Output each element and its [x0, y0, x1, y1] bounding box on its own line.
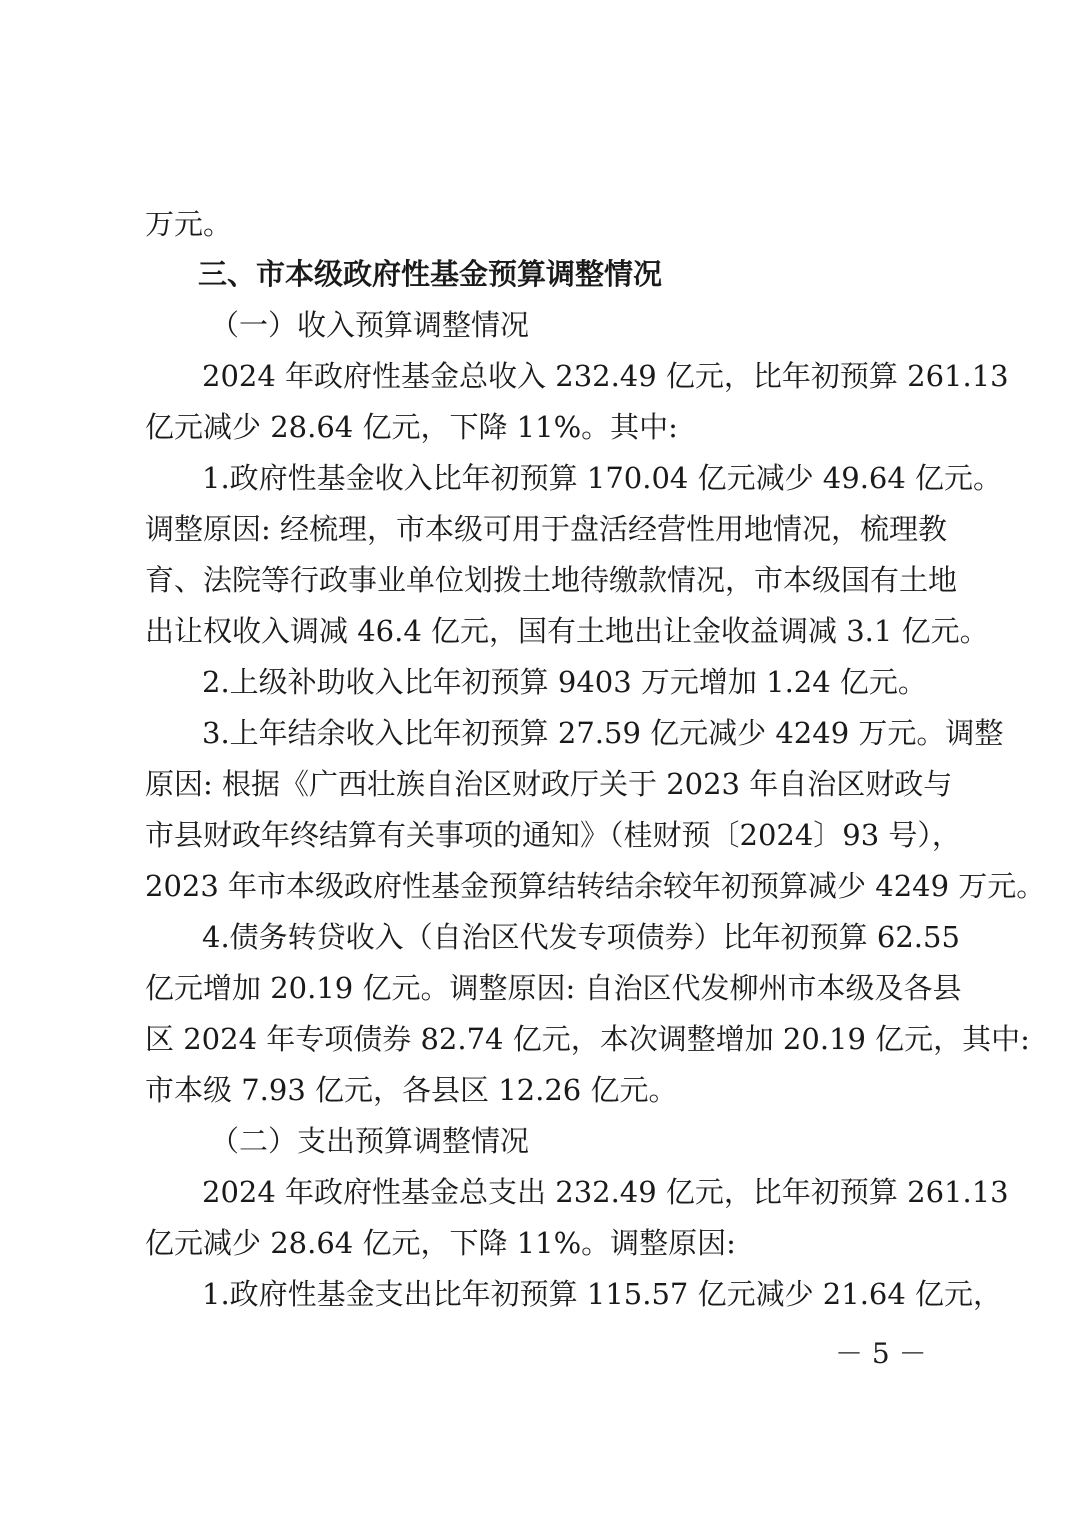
- paragraph-line: 4.债务转贷收入（自治区代发专项债券）比年初预算 62.55: [202, 920, 960, 954]
- page-number: － 5 －: [835, 1337, 927, 1370]
- paragraph-line: 2023 年市本级政府性基金预算结转结余较年初预算减少 4249 万元。: [145, 869, 1046, 903]
- paragraph-line: 育、法院等行政事业单位划拨土地待缴款情况，市本级国有土地: [145, 563, 958, 597]
- paragraph-line: 1.政府性基金支出比年初预算 115.57 亿元减少 21.64 亿元，: [202, 1277, 1003, 1311]
- paragraph-line: 2024 年政府性基金总支出 232.49 亿元，比年初预算 261.13: [202, 1175, 1009, 1209]
- paragraph-line: 出让权收入调减 46.4 亿元，国有土地出让金收益调减 3.1 亿元。: [145, 614, 989, 648]
- paragraph-line: 1.政府性基金收入比年初预算 170.04 亿元减少 49.64 亿元。: [202, 461, 1003, 495]
- section-heading: 三、市本级政府性基金预算调整情况: [198, 257, 663, 291]
- paragraph-line: 原因: 根据《广西壮族自治区财政厅关于 2023 年自治区财政与: [145, 767, 953, 801]
- subsection-heading: （二）支出预算调整情况: [210, 1124, 530, 1158]
- paragraph-line: 调整原因: 经梳理，市本级可用于盘活经营性用地情况，梳理教: [145, 512, 947, 546]
- paragraph-line: 亿元减少 28.64 亿元，下降 11%。调整原因:: [145, 1226, 736, 1260]
- subsection-heading: （一）收入预算调整情况: [210, 308, 530, 342]
- paragraph-line: 市县财政年终结算有关事项的通知》（桂财预〔2024〕93 号），: [145, 818, 961, 852]
- paragraph-line: 市本级 7.93 亿元，各县区 12.26 亿元。: [145, 1073, 678, 1107]
- paragraph-line: 2024 年政府性基金总收入 232.49 亿元，比年初预算 261.13: [202, 359, 1009, 393]
- paragraph-line: 区 2024 年专项债券 82.74 亿元，本次调整增加 20.19 亿元，其中:: [145, 1022, 1030, 1056]
- paragraph-line: 亿元增加 20.19 亿元。调整原因: 自治区代发柳州市本级及各县: [145, 971, 962, 1005]
- text-line: 万元。: [145, 207, 233, 241]
- paragraph-line: 3.上年结余收入比年初预算 27.59 亿元减少 4249 万元。调整: [202, 716, 1004, 750]
- paragraph-line: 亿元减少 28.64 亿元，下降 11%。其中:: [145, 410, 678, 444]
- paragraph-line: 2.上级补助收入比年初预算 9403 万元增加 1.24 亿元。: [202, 665, 927, 699]
